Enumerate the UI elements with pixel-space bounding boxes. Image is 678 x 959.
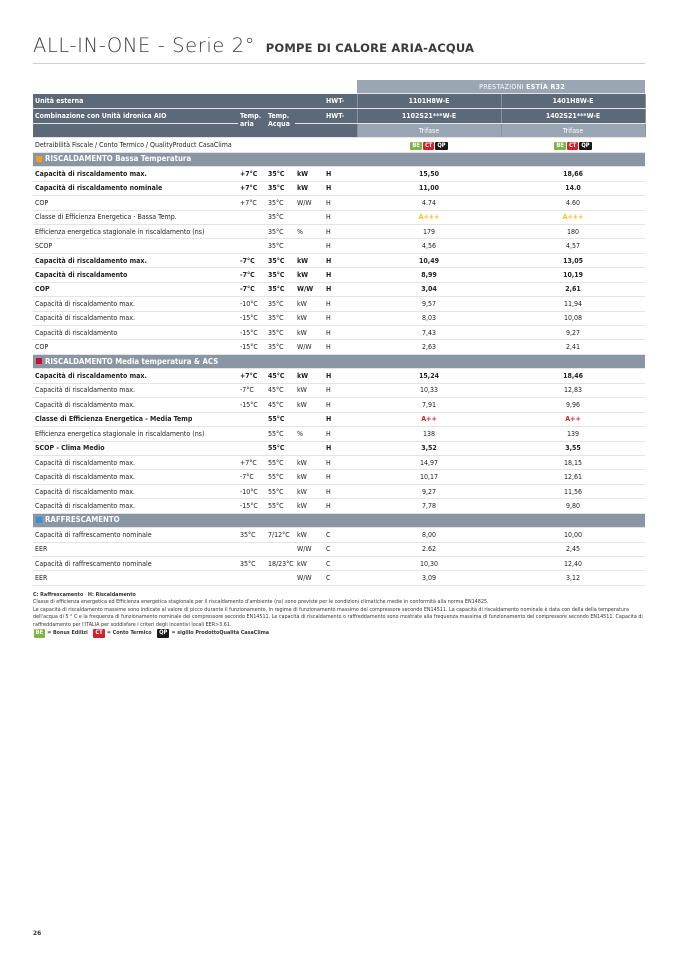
- row-value-1: 10,17: [357, 470, 501, 484]
- row-value-1: 2.62: [357, 542, 501, 556]
- section-header-cell: [33, 152, 645, 166]
- row-label: Capacità di riscaldamento max.: [33, 311, 238, 325]
- row-acqua: 55°C: [266, 470, 295, 484]
- row-aria: [238, 210, 266, 224]
- row-unit: kW: [295, 326, 324, 340]
- row-aria: -15°C: [238, 398, 266, 412]
- spec-table: [33, 80, 646, 586]
- row-unit: kW: [295, 470, 324, 484]
- badges-model-2: [501, 138, 645, 152]
- row-mode: H: [324, 383, 357, 397]
- row-aria: -7°C: [238, 253, 266, 267]
- section-header-cell: [33, 513, 645, 527]
- row-acqua: 55°C: [266, 441, 295, 455]
- row-acqua: 35°C: [266, 167, 295, 181]
- row-acqua: 35°C: [266, 210, 295, 224]
- row-label: Capacità di riscaldamento max.: [33, 499, 238, 513]
- row-unit: W/W: [295, 340, 324, 354]
- model-2-ext: 1401H8W-E: [501, 94, 645, 108]
- row-aria: -15°C: [238, 340, 266, 354]
- row-label: Capacità di riscaldamento max.: [33, 297, 238, 311]
- footnote-1: Classe di efficienza energetica ed Efficienza energetica stagionale per il riscaldamento d'ambiente (ns) sono previste per le condizioni climatiche medie in conformità alla norma EN14825.: [33, 599, 489, 606]
- row-value-1: 15,24: [357, 369, 501, 383]
- unit-ext-row: [33, 94, 645, 108]
- row-value-1: 10,30: [357, 557, 501, 571]
- row-mode: H: [324, 340, 357, 354]
- row-mode: H: [324, 210, 357, 224]
- row-aria: [238, 412, 266, 426]
- row-value-2: 139: [501, 427, 645, 441]
- row-aria: -15°C: [238, 311, 266, 325]
- prestazioni-label: PRESTAZIONI: [479, 82, 524, 91]
- row-unit: kW: [295, 253, 324, 267]
- row-value-2: A++: [501, 412, 645, 426]
- table-row: [33, 484, 645, 498]
- footnotes: [33, 592, 645, 638]
- page-header: [33, 34, 474, 57]
- row-value-1: 4,56: [357, 239, 501, 253]
- table-row: [33, 268, 645, 282]
- temp-aria-label: Temp. aria: [238, 108, 266, 137]
- badge-ct: CT: [95, 630, 103, 637]
- table-row: [33, 224, 645, 238]
- row-value-2: 11,56: [501, 484, 645, 498]
- row-mode: H: [324, 369, 357, 383]
- row-acqua: 55°C: [266, 484, 295, 498]
- row-aria: [238, 441, 266, 455]
- row-mode: H: [324, 455, 357, 469]
- table-row: [33, 210, 645, 224]
- row-label: EER: [33, 542, 238, 556]
- row-unit: W/W: [295, 196, 324, 210]
- row-label: Classe di Efficienza Energetica - Media Temp: [33, 412, 238, 426]
- brand-name: ESTÍA R32: [526, 82, 566, 91]
- phase-row: [33, 123, 645, 137]
- row-mode: H: [324, 484, 357, 498]
- row-acqua: 45°C: [266, 383, 295, 397]
- row-mode: C: [324, 528, 357, 542]
- row-unit: kW: [295, 398, 324, 412]
- brand-header-row: [33, 80, 645, 94]
- row-label: COP: [33, 196, 238, 210]
- table-row: [33, 239, 645, 253]
- row-value-2: 2,61: [501, 282, 645, 296]
- table-row: [33, 181, 645, 195]
- row-label: Capacità di riscaldamento max.: [33, 398, 238, 412]
- badge-be: BE: [35, 630, 44, 637]
- section-header: [33, 513, 645, 527]
- row-unit: W/W: [295, 571, 324, 585]
- row-unit: kW: [295, 383, 324, 397]
- row-value-1: 3,09: [357, 571, 501, 585]
- row-value-1: 9,27: [357, 484, 501, 498]
- row-value-2: 18,46: [501, 369, 645, 383]
- row-aria: -7°C: [238, 470, 266, 484]
- row-unit: %: [295, 224, 324, 238]
- badge-be: BE: [556, 142, 564, 149]
- row-value-1: 7,78: [357, 499, 501, 513]
- row-label: Capacità di raffrescamento nominale: [33, 528, 238, 542]
- row-label: Capacità di riscaldamento max.: [33, 369, 238, 383]
- row-aria: -10°C: [238, 484, 266, 498]
- row-value-2: 10,00: [501, 528, 645, 542]
- table-row: [33, 398, 645, 412]
- table-row: [33, 167, 645, 181]
- row-label: Capacità di riscaldamento max.: [33, 253, 238, 267]
- row-acqua: 55°C: [266, 427, 295, 441]
- row-value-1: 10,33: [357, 383, 501, 397]
- table-row: [33, 455, 645, 469]
- row-value-2: 14.0: [501, 181, 645, 195]
- section-title: RAFFRESCAMENTO: [45, 515, 120, 525]
- row-unit: W/W: [295, 542, 324, 556]
- row-unit: kW: [295, 311, 324, 325]
- row-value-1: 14,97: [357, 455, 501, 469]
- row-unit: [295, 210, 324, 224]
- row-acqua: 7/12°C: [266, 528, 295, 542]
- section-header: [33, 354, 645, 368]
- row-acqua: 35°C: [266, 196, 295, 210]
- row-mode: H: [324, 297, 357, 311]
- row-value-2: 3,12: [501, 571, 645, 585]
- row-value-2: 3,55: [501, 441, 645, 455]
- phase-2: Trifase: [501, 123, 645, 137]
- row-label: Efficienza energetica stagionale in riscaldamento (ns): [33, 427, 238, 441]
- phase-1: Trifase: [357, 123, 501, 137]
- table-row: [33, 369, 645, 383]
- row-acqua: 55°C: [266, 412, 295, 426]
- row-value-1: 10,49: [357, 253, 501, 267]
- unit-ext-label: Unità esterna: [33, 94, 324, 108]
- badge-legend: [33, 629, 645, 638]
- row-mode: H: [324, 196, 357, 210]
- row-unit: [295, 239, 324, 253]
- page-number: 26: [33, 929, 42, 937]
- row-value-1: A++: [357, 412, 501, 426]
- row-acqua: 55°C: [266, 499, 295, 513]
- row-unit: kW: [295, 369, 324, 383]
- row-value-1: 9,57: [357, 297, 501, 311]
- table-row: [33, 557, 645, 571]
- row-aria: +7°C: [238, 455, 266, 469]
- badge-qp: QP: [159, 630, 168, 637]
- badge-legend-ct: = Conto Termico: [106, 630, 152, 637]
- prestazioni-cell: [357, 80, 645, 94]
- table-row: [33, 571, 645, 585]
- row-unit: kW: [295, 528, 324, 542]
- row-aria: [238, 239, 266, 253]
- section-color-square-icon: [36, 156, 42, 162]
- row-mode: C: [324, 571, 357, 585]
- row-value-2: 18,66: [501, 167, 645, 181]
- model-1-int: 1102S21***W-E: [357, 108, 501, 123]
- row-value-1: 8,03: [357, 311, 501, 325]
- row-aria: -7°C: [238, 383, 266, 397]
- row-label: Capacità di riscaldamento: [33, 326, 238, 340]
- row-value-2: A+++: [501, 210, 645, 224]
- row-label: COP: [33, 282, 238, 296]
- row-aria: +7°C: [238, 196, 266, 210]
- table-row: [33, 427, 645, 441]
- badge-legend-qp: = sigillo ProdottoQualità CasaClima: [171, 630, 270, 637]
- badge-be: BE: [412, 142, 420, 149]
- row-mode: H: [324, 499, 357, 513]
- table-row: [33, 412, 645, 426]
- row-acqua: 35°C: [266, 224, 295, 238]
- row-value-1: 7,91: [357, 398, 501, 412]
- badges-model-1: [357, 138, 501, 152]
- row-aria: [238, 542, 266, 556]
- row-acqua: 35°C: [266, 311, 295, 325]
- row-mode: H: [324, 239, 357, 253]
- row-unit: kW: [295, 455, 324, 469]
- row-value-2: 2,45: [501, 542, 645, 556]
- row-unit: kW: [295, 484, 324, 498]
- row-aria: +7°C: [238, 181, 266, 195]
- row-aria: [238, 224, 266, 238]
- row-unit: kW: [295, 167, 324, 181]
- row-value-2: 12,40: [501, 557, 645, 571]
- table-row: [33, 441, 645, 455]
- row-acqua: 35°C: [266, 239, 295, 253]
- row-unit: kW: [295, 268, 324, 282]
- row-unit: kW: [295, 181, 324, 195]
- row-value-1: 2,63: [357, 340, 501, 354]
- table-row: [33, 253, 645, 267]
- table-row: [33, 297, 645, 311]
- row-acqua: [266, 571, 295, 585]
- row-label: Capacità di riscaldamento max.: [33, 167, 238, 181]
- row-mode: H: [324, 427, 357, 441]
- row-acqua: 45°C: [266, 369, 295, 383]
- row-acqua: 35°C: [266, 181, 295, 195]
- row-acqua: [266, 542, 295, 556]
- row-label: Capacità di riscaldamento: [33, 268, 238, 282]
- row-acqua: 35°C: [266, 326, 295, 340]
- row-value-1: 179: [357, 224, 501, 238]
- row-unit: kW: [295, 557, 324, 571]
- row-value-2: 11,94: [501, 297, 645, 311]
- table-row: [33, 499, 645, 513]
- row-label: Capacità di riscaldamento max.: [33, 455, 238, 469]
- row-value-2: 4,57: [501, 239, 645, 253]
- row-value-2: 9,96: [501, 398, 645, 412]
- row-value-2: 2,41: [501, 340, 645, 354]
- row-value-1: 8,00: [357, 528, 501, 542]
- row-label: Efficienza energetica stagionale in riscaldamento (ns): [33, 224, 238, 238]
- unit-int-row: [33, 108, 645, 123]
- row-aria: 35°C: [238, 528, 266, 542]
- row-mode: C: [324, 557, 357, 571]
- section-color-square-icon: [36, 517, 42, 523]
- row-value-2: 9,27: [501, 326, 645, 340]
- row-label: EER: [33, 571, 238, 585]
- row-aria: -7°C: [238, 268, 266, 282]
- temp-acqua-label: Temp. Acqua: [266, 108, 295, 137]
- unit-int-label: Combinazione con Unità idronica AIO: [33, 108, 238, 123]
- detraibilita-row: [33, 138, 645, 152]
- row-value-2: 18,15: [501, 455, 645, 469]
- row-mode: H: [324, 282, 357, 296]
- table-row: [33, 311, 645, 325]
- row-mode: H: [324, 268, 357, 282]
- table-row: [33, 340, 645, 354]
- section-color-square-icon: [36, 358, 42, 364]
- row-value-2: 10,19: [501, 268, 645, 282]
- row-aria: -15°C: [238, 326, 266, 340]
- hwt-label-2: HWT-: [324, 108, 357, 123]
- section-header: [33, 152, 645, 166]
- table-row: [33, 326, 645, 340]
- row-value-2: 10,08: [501, 311, 645, 325]
- row-acqua: 35°C: [266, 282, 295, 296]
- row-label: Classe di Efficienza Energetica - Bassa Temp.: [33, 210, 238, 224]
- row-value-1: 11,00: [357, 181, 501, 195]
- row-mode: C: [324, 542, 357, 556]
- row-value-1: 3,04: [357, 282, 501, 296]
- row-unit: %: [295, 427, 324, 441]
- row-value-2: 9,80: [501, 499, 645, 513]
- row-unit: kW: [295, 297, 324, 311]
- section-title: RISCALDAMENTO Bassa Temperatura: [45, 154, 192, 164]
- series-title: ALL-IN-ONE - Serie 2°: [33, 34, 256, 57]
- row-value-2: 4.60: [501, 196, 645, 210]
- row-mode: H: [324, 326, 357, 340]
- model-1-ext: 1101H8W-E: [357, 94, 501, 108]
- section-header-cell: [33, 354, 645, 368]
- row-label: Capacità di raffrescamento nominale: [33, 557, 238, 571]
- table-row: [33, 470, 645, 484]
- row-value-2: 12,83: [501, 383, 645, 397]
- model-2-int: 1402S21***W-E: [501, 108, 645, 123]
- row-mode: H: [324, 398, 357, 412]
- row-aria: 35°C: [238, 557, 266, 571]
- row-unit: [295, 441, 324, 455]
- row-value-1: 7,43: [357, 326, 501, 340]
- row-mode: H: [324, 167, 357, 181]
- row-value-1: 8,99: [357, 268, 501, 282]
- badge-legend-be: = Bonus Edilizi: [47, 630, 88, 637]
- row-value-1: 15,50: [357, 167, 501, 181]
- row-acqua: 45°C: [266, 398, 295, 412]
- row-label: Capacità di riscaldamento max.: [33, 383, 238, 397]
- row-value-2: 180: [501, 224, 645, 238]
- row-label: Capacità di riscaldamento nominale: [33, 181, 238, 195]
- table-row: [33, 528, 645, 542]
- badge-ct: CT: [424, 142, 433, 149]
- legend-h: H: Riscaldamento: [87, 592, 136, 598]
- badge-ct: CT: [568, 142, 577, 149]
- row-mode: H: [324, 253, 357, 267]
- row-value-1: 3,52: [357, 441, 501, 455]
- row-value-1: 4.74: [357, 196, 501, 210]
- row-value-2: 13,05: [501, 253, 645, 267]
- row-value-1: A+++: [357, 210, 501, 224]
- row-acqua: 55°C: [266, 455, 295, 469]
- table-row: [33, 383, 645, 397]
- table-row: [33, 542, 645, 556]
- header-divider: [33, 63, 645, 64]
- row-mode: H: [324, 181, 357, 195]
- badge-qp: QP: [581, 142, 590, 149]
- row-mode: H: [324, 224, 357, 238]
- hwt-label: HWT-: [324, 94, 357, 108]
- row-mode: H: [324, 311, 357, 325]
- footnote-2: Le capacità di riscaldamento massime sono indicate al valore di picco durante il funzionamento, in regime di funzionamento massimo del compressore secondo EN14511. La capacità di riscaldamento nominale è data con della della temperatura dell'acqua di 5 ° C e la frequenza di funzionamento nominale del compressore secondo EN14511. Le capacità di riscaldamento o raffreddamento sono mostrate alla frequenza massima di funzionamento del compressore secondo EN14511. Capacità di raffreddamento per l'ITALIA per soddisfare i criteri degli incentivi locali EER>3.61.: [33, 606, 643, 628]
- section-title: RISCALDAMENTO Media temperatura & ACS: [45, 356, 219, 366]
- row-aria: -15°C: [238, 499, 266, 513]
- row-unit: W/W: [295, 282, 324, 296]
- row-value-1: 138: [357, 427, 501, 441]
- table-row: [33, 196, 645, 210]
- row-label: Capacità di riscaldamento max.: [33, 470, 238, 484]
- row-aria: +7°C: [238, 369, 266, 383]
- row-aria: [238, 571, 266, 585]
- row-aria: [238, 427, 266, 441]
- legend-c: C: Raffrescamento: [33, 592, 84, 598]
- row-label: SCOP - Clima Medio: [33, 441, 238, 455]
- row-label: Capacità di riscaldamento max.: [33, 484, 238, 498]
- row-aria: -10°C: [238, 297, 266, 311]
- row-unit: kW: [295, 499, 324, 513]
- row-acqua: 35°C: [266, 297, 295, 311]
- page-subtitle: POMPE DI CALORE ARIA-ACQUA: [265, 41, 475, 55]
- row-aria: +7°C: [238, 167, 266, 181]
- table-row: [33, 282, 645, 296]
- row-mode: H: [324, 412, 357, 426]
- row-aria: -7°C: [238, 282, 266, 296]
- row-label: SCOP: [33, 239, 238, 253]
- row-mode: H: [324, 441, 357, 455]
- row-unit: [295, 412, 324, 426]
- row-acqua: 18/23°C: [266, 557, 295, 571]
- row-acqua: 35°C: [266, 253, 295, 267]
- row-mode: H: [324, 470, 357, 484]
- row-label: COP: [33, 340, 238, 354]
- row-acqua: 35°C: [266, 268, 295, 282]
- detraibilita-label: Detraibilità Fiscale / Conto Termico / QualityProduct CasaClima: [33, 138, 357, 152]
- row-value-2: 12,61: [501, 470, 645, 484]
- badge-qp: QP: [437, 142, 446, 149]
- row-acqua: 35°C: [266, 340, 295, 354]
